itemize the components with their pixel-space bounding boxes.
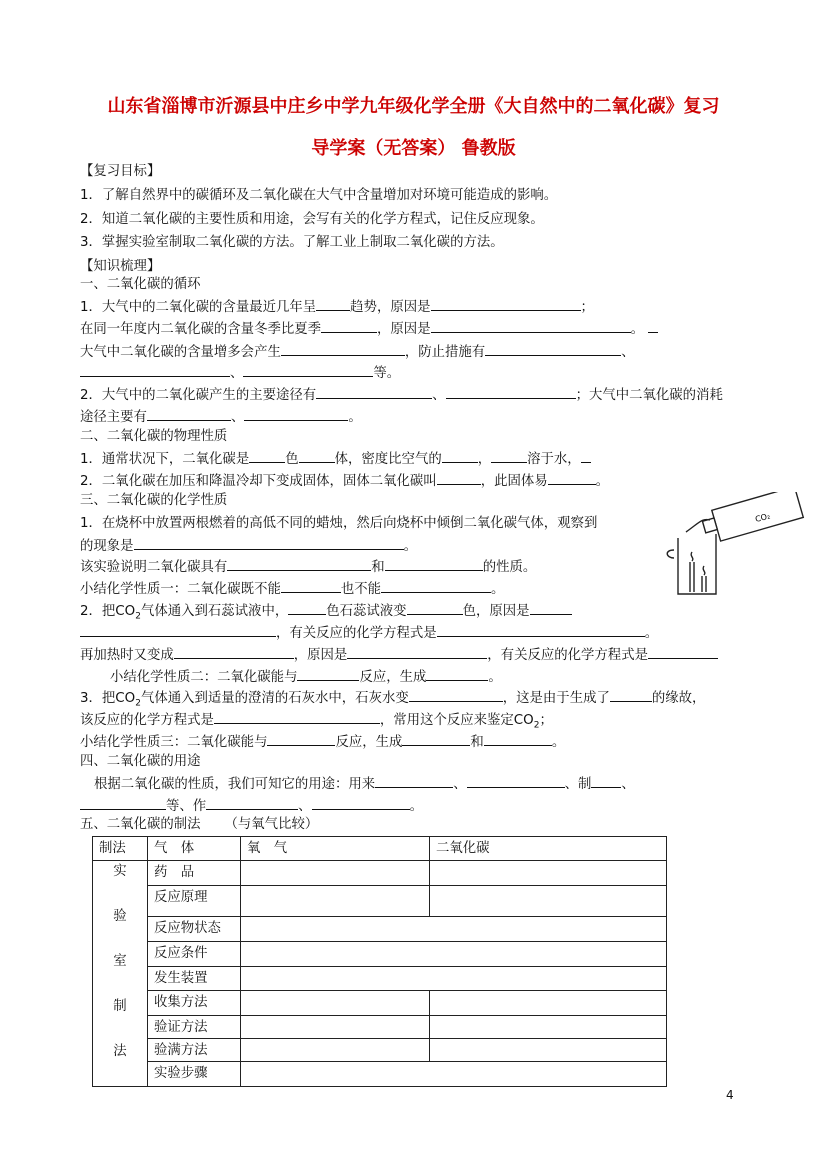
table-cell[interactable] [430,885,667,917]
blank[interactable] [174,646,294,659]
blank[interactable] [316,298,350,311]
table-cell[interactable] [241,861,430,886]
table-cell[interactable] [241,1038,430,1061]
row-label: 反应物状态 [148,917,241,942]
s1-q4: 、 等。 [80,364,400,383]
blank[interactable] [281,580,341,593]
blank[interactable] [437,624,645,637]
table-cell[interactable] [241,966,667,991]
section-2-heading: 二、二氧化碳的物理性质 [80,429,228,444]
blank[interactable] [446,386,576,399]
blank[interactable] [530,602,572,615]
blank[interactable] [648,646,718,659]
row-label: 验满方法 [148,1038,241,1061]
blank[interactable] [491,450,527,463]
s1-q3: 大气中二氧化碳的含量增多会产生 ，防止措施有 、 [80,345,635,360]
row-label: 药 品 [148,861,241,886]
blank[interactable] [431,320,631,333]
table-cell[interactable] [241,885,430,917]
s3-c5: ，有关反应的化学方程式是 。 [80,624,658,643]
s3-c10: 小结化学性质三：二氧化碳能与 反应，生成 和 。 [80,735,566,750]
blank[interactable] [409,689,503,702]
blank[interactable] [249,450,285,463]
table-header: 制法 [93,837,148,861]
table-cell[interactable] [430,991,667,1016]
blank[interactable] [402,733,470,746]
blank[interactable] [227,558,371,571]
blank[interactable] [484,733,552,746]
section-5-heading: 五、二氧化碳的制法 （与氧气比较） [80,817,319,832]
blank[interactable] [426,668,488,681]
blank[interactable] [80,797,166,810]
row-label: 反应原理 [148,885,241,917]
goal-1: 1．了解自然界中的碳循环及二氧化碳在大气中含量增加对环境可能造成的影响。 [80,188,558,203]
s3-c9: 该反应的化学方程式是 ，常用这个反应来鉴定$CO_2$； [80,713,553,731]
s3-c2: 该实验说明二氧化碳具有 和 的性质。 [80,560,537,575]
blank[interactable] [407,602,463,615]
s3-c8: 3．把$CO_2$气体通入到适量的澄清的石灰水中，石灰水变 ，这是由于生成了 的缘故， [80,691,706,709]
table-cell[interactable] [430,861,667,886]
blank[interactable] [244,408,348,421]
document-title-line1: 山东省淄博市沂源县中庄乡中学九年级化学全册《大自然中的二氧化碳》复习 [107,96,720,117]
blank[interactable] [281,343,405,356]
s1-q6: 途径主要有 、 。 [80,410,362,425]
co2-pouring-illustration [656,492,826,604]
table-header: 氧 气 [241,837,430,861]
row-label: 收集方法 [148,991,241,1016]
section-1-heading: 一、二氧化碳的循环 [80,277,201,292]
blank[interactable] [267,733,335,746]
page-number: 4 [726,1088,734,1102]
blank[interactable] [134,537,404,550]
s1-q1: 1．大气中的二氧化碳的含量最近几年呈 趋势，原因是 ； [80,300,594,315]
blank[interactable] [375,775,453,788]
blank[interactable] [548,472,596,485]
blank[interactable] [312,797,410,810]
blank[interactable] [591,775,621,788]
co2-label: CO₂ [754,511,772,524]
table-cell[interactable] [430,1038,667,1061]
blank[interactable] [243,364,373,377]
blank[interactable] [347,646,487,659]
s1-q5: 2．大气中的二氧化碳产生的主要途径有 、 ；大气中二氧化碳的消耗 [80,388,723,403]
blank[interactable] [147,408,231,421]
blank[interactable] [431,298,581,311]
blank[interactable] [80,364,230,377]
blank[interactable] [299,450,335,463]
blank[interactable] [297,668,359,681]
s4-u2: 等、作 、 。 [80,797,423,816]
section-4-heading: 四、二氧化碳的用途 [80,754,201,769]
s3-c6: 再加热时又变成 ，原因是 ，有关反应的化学方程式是 [80,646,718,665]
knowledge-heading: 【知识梳理】 [80,259,161,274]
s4-u1: 根据二氧化碳的性质，我们可知它的用途：用来 、 、制 、 [94,777,635,792]
blank[interactable] [206,797,298,810]
s1-q2: 在同一年度内二氧化碳的含量冬季比夏季 ，原因是 。 [80,320,658,339]
section-3-heading: 三、二氧化碳的化学性质 [80,493,228,508]
goal-2: 2．知道二氧化碳的主要性质和用途，会写有关的化学方程式，记住反应现象。 [80,212,544,227]
blank[interactable] [288,602,326,615]
goal-3: 3．掌握实验室制取二氧化碳的方法。了解工业上制取二氧化碳的方法。 [80,235,504,250]
s3-c7: 小结化学性质二：二氧化碳能与 反应，生成 。 [110,670,502,685]
table-cell[interactable] [430,1015,667,1038]
s3-c3: 小结化学性质一：二氧化碳既不能 也不能 。 [80,582,505,597]
blank[interactable] [381,580,491,593]
blank[interactable] [385,558,483,571]
blank[interactable] [321,320,377,333]
blank[interactable] [80,624,276,637]
s3-c4: 2．把$CO_2$气体通入到石蕊试液中， 色石蕊试液变 色，原因是 [80,602,572,626]
blank[interactable] [437,472,481,485]
preparation-comparison-table [92,836,667,1087]
goals-heading: 【复习目标】 [80,164,161,179]
blank[interactable] [485,343,621,356]
s3-c1b: 的现象是 。 [80,539,417,554]
table-cell[interactable] [241,1015,430,1038]
table-cell[interactable] [241,942,667,967]
row-label: 反应条件 [148,942,241,967]
side-label: 实 验 室 制 法 [93,861,148,1087]
s3-c1: 1．在烧杯中放置两根燃着的高低不同的蜡烛，然后向烧杯中倾倒二氧化碳气体，观察到 [80,516,598,531]
table-cell[interactable] [241,1062,667,1087]
row-label: 实验步骤 [148,1062,241,1087]
blank[interactable] [467,775,565,788]
s2-p2: 2．二氧化碳在加压和降温冷却下变成固体，固体二氧化碳叫 ，此固体易 。 [80,474,610,489]
blank[interactable] [214,711,380,724]
table-header: 气 体 [148,837,241,861]
table-cell[interactable] [241,991,430,1016]
table-header: 二氧化碳 [430,837,667,861]
row-label: 验证方法 [148,1015,241,1038]
row-label: 发生装置 [148,966,241,991]
blank[interactable] [316,386,432,399]
table-cell[interactable] [241,917,667,942]
document-title-line2: 导学案（无答案） 鲁教版 [311,138,516,159]
blank[interactable] [610,689,652,702]
blank[interactable] [442,450,478,463]
s2-p1: 1．通常状况下，二氧化碳是 色 体，密度比空气的 ， 溶于水， [80,450,591,469]
